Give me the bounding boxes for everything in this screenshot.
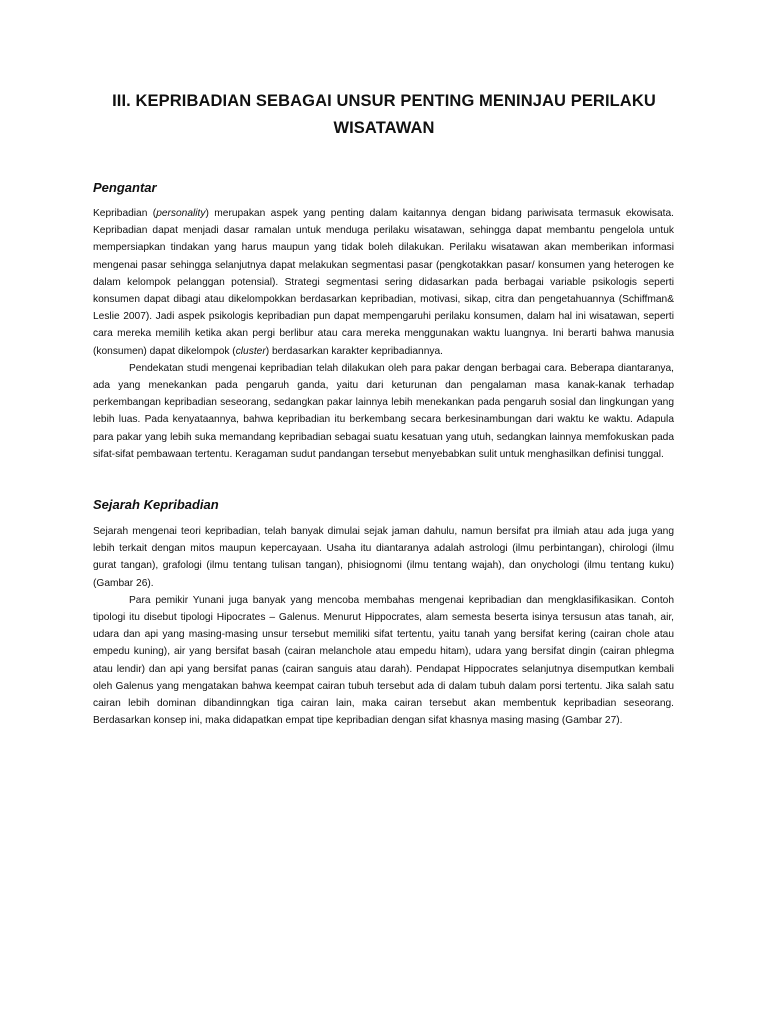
section-body-sejarah [93, 523, 674, 729]
page-title [90, 88, 678, 142]
title-line-2: WISATAWAN [333, 119, 435, 137]
paragraph-sejarah-2: Para pemikir Yunani juga banyak yang mencoba membahas mengenai kepribadian dan mengklasifikasikan. Contoh tipologi itu disebut tipologi Hipocrates – Galenus. Menurut Hippocrates, alam semesta beserta isinya tersusun atas tanah, air, udara dan api yang masing-masing unsur tersebut memiliki sifat tertentu, yaitu tanah yang bersifat kering (cairan chole atau empedu kuning), air yang bersifat basah (cairan melanchole atau empedu hitam), udara yang bersifat dingin (cairan phlegma atau lendir) dan api yang bersifat panas (cairan sanguis atau darah). Pendapat Hippocrates selanjutnya disemputkan kembali oleh Galenus yang mengatakan bahwa keempat cairan tubuh tersebut ada di dalam tubuh dalam porsi tertentu. Jika salah satu cairan lebih dominan dibandinngkan tiga cairan lain, maka cairan tersebut akan membentuk kepribadian seseorang. Berdasarkan konsep ini, maka didapatkan empat tipe kepribadian dengan sifat khasnya masing masing (Gambar 27). [93, 594, 674, 727]
italic-term-cluster: cluster [235, 345, 266, 357]
section-heading-pengantar: Pengantar [93, 180, 157, 195]
section-heading-sejarah: Sejarah Kepribadian [93, 497, 219, 512]
paragraph-sejarah-1: Sejarah mengenai teori kepribadian, telah banyak dimulai sejak jaman dahulu, namun bersifat pra ilmiah atau ada juga yang lebih terkait dengan mitos maupun kepercayaan. Usaha itu diantaranya adalah astrologi (ilmu perbintangan), chirologi (ilmu gurat tangan), grafologi (ilmu tentang tulisan tangan), phisiognomi (ilmu tentang wajah), dan onychologi (ilmu tentang kuku) (Gambar 26). [93, 526, 674, 589]
italic-term-personality: personality [156, 208, 206, 219]
section-body-pengantar [93, 205, 674, 463]
paragraph-pengantar-1 [93, 205, 674, 360]
paragraph-pengantar-2: Pendekatan studi mengenai kepribadian telah dilakukan oleh para pakar dengan berbagai cara. Beberapa diantaranya, ada yang menekankan pada pengaruh ganda, yaitu dari keturunan dan pengalaman masa kanak-kanak terhadap perkembangan kepribadian seseorang, sedangkan pakar lainnya lebih menekankan pada pengaruh sosial dan lingkungan yang lebih luas. Pada kenyataannya, bahwa kepribadian itu berkembang secara berkesinambungan dari waktu ke waktu. Adapula para pakar yang lebih suka memandang kepribadian sebagai suatu kesatuan yang utuh, sedangkan lainnya memfokuskan pada sifat-sifat pembawaan tertentu. Keragaman sudut pandangan tersebut menyebabkan sulit untuk menghasilkan definisi tunggal. [93, 362, 674, 460]
text-run: Kepribadian ( [93, 208, 157, 219]
text-run: ) berdasarkan karakter kepribadiannya. [265, 345, 443, 357]
title-line-1: III. KEPRIBADIAN SEBAGAI UNSUR PENTING MENINJAU PERILAKU [112, 92, 656, 110]
text-run: ) merupakan aspek yang penting dalam kaitannya dengan bidang pariwisata termasuk ekowisata. Kepribadian dapat menjadi dasar ramalan untuk menduga perilaku wisatawan, sehingga dapat membantu pengelola untuk mempersiapkan tindakan yang harus maupun yang tidak boleh dilakukan. Perilaku wisatawan akan memberikan informasi mengenai pasar sehingga selanjutnya dapat melakukan segmentasi pasar (pengkotakkan pasar/ konsumen yang heterogen ke dalam kelompok pelanggan potensial). Strategi segmentasi sering didasarkan pada berbagai variable psikologis seperti konsumen dapat dibagi atau dikelompokkan berdasarkan kepribadian, motivasi, sikap, citra dan pengetahuannya (Schiffman& Leslie 2007). Jadi aspek psikologis kepribadian pun dapat mempengaruhi perilaku konsumen, dalam hal ini wisatawan, seperti cara mereka memilih ketika akan pergi berlibur atau cara mereka menggunakan waktu luangnya. Ini berarti bahwa manusia (konsumen) dapat dikelompok ( [93, 208, 675, 357]
